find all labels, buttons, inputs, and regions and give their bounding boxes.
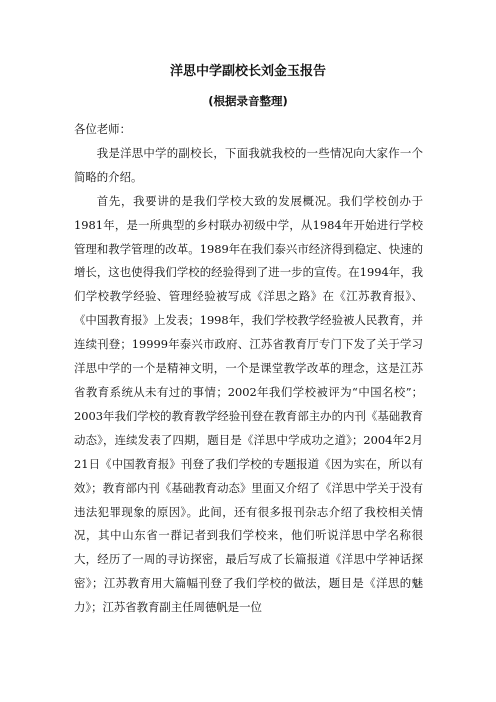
- document-title: 洋思中学副校长刘金玉报告: [169, 64, 326, 79]
- paragraph-intro: 我是洋思中学的副校长，下面我就我校的一些情况向大家作一个简略的介绍。: [74, 145, 423, 184]
- salutation: 各位老师：: [74, 122, 131, 136]
- paragraph-history: 首先，我要讲的是我们学校大致的发展概况。我们学校创办于1981年，是一所典型的乡村联办初级中学，从1984年开始进行学校管理和教学管理的改革。1989年在我们泰兴市经济得到稳定、快速的增长，这也使得我们学校的经验得到了进一步的宣传。在1994年，我们学校教学经验、管理经验被写成《洋思之路》在《江苏教育报》、《中国教育报》上发表；1998年，我们学校教学经验被人民教育，并连续刊登；19999年泰兴市政府、江苏省教育厅专门下发了关于学习洋思中学的一个是精神文明，一个是课堂教学改革的理念，这是江苏省教育系统从未有过的事情；2002年我们学校被评为“中国名校”；2003年我们学校的教育教学经验刊登在教育部主办的内刊《基础教育动态》，连续发表了四期，题目是《洋思中学成功之道》；2004年2月21日《中国教育报》刊登了我们学校的专题报道《因为实在，所以有效》；教育部内刊《基础教育动态》里面又介绍了《洋思中学关于没有违法犯罪现象的原因》。此间，还有很多报刊杂志介绍了我校相关情况，其中山东省一群记者到我们学校来，他们听说洋思中学名称很大，经历了一周的寻访探密，最后写成了长篇报道《洋思中学神话探密》；江苏教育用大篇幅刊登了我们学校的做法，题目是《洋思的魅力》；江苏省教育副主任周德帆是一位: [74, 193, 423, 615]
- document-body: [74, 118, 423, 620]
- document-subtitle: (根据录音整理): [208, 94, 288, 108]
